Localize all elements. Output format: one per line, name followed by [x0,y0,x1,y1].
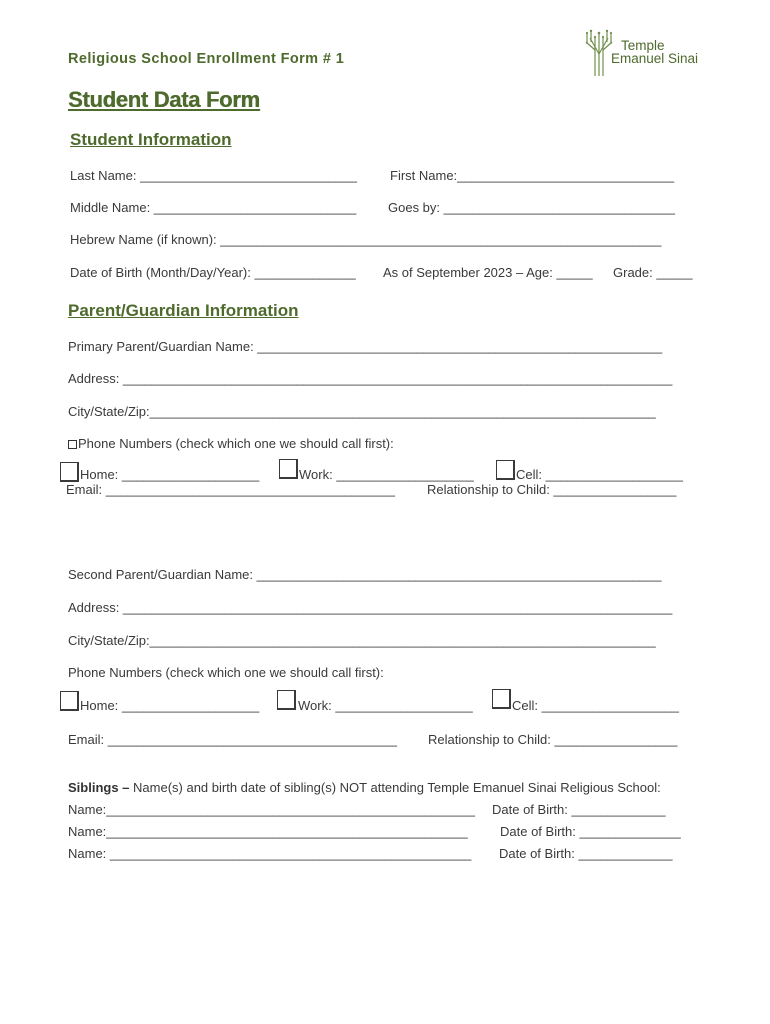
primary-city-state-zip-field: City/State/Zip:______________________________________________________________________ [68,404,656,419]
second-phone-heading: Phone Numbers (check which one we should call first): [68,665,384,680]
siblings-heading: Siblings – Name(s) and birth date of sibling(s) NOT attending Temple Emanuel Sinai Religious School: [68,780,661,795]
home-phone-field-2: Home: ___________________ [80,698,260,713]
middle-name-field: Middle Name: ____________________________ [70,200,357,215]
primary-relationship-field: Relationship to Child: _________________ [427,482,677,497]
cell-phone-checkbox[interactable] [496,460,515,480]
work-phone-checkbox[interactable] [279,459,298,479]
cell-phone-checkbox-2[interactable] [492,689,511,709]
goes-by-field: Goes by: ________________________________ [388,200,675,215]
logo-text-temple: Temple [621,38,665,53]
student-info-heading: Student Information [70,130,232,149]
primary-email-field: Email: ________________________________________ [66,482,395,497]
cell-phone-field-2: Cell: ___________________ [512,698,679,713]
sibling-name-field-3: Name: __________________________________________________ [68,846,472,861]
primary-phone-heading: Phone Numbers (check which one we should call first): [68,436,394,451]
work-phone-field: Work: ___________________ [299,467,474,482]
home-phone-checkbox-2[interactable] [60,691,79,711]
hebrew-name-field: Hebrew Name (if known): _____________________________________________________________ [70,232,662,247]
second-address-field: Address: ____________________________________________________________________________ [68,600,673,615]
temple-logo [583,28,699,78]
sibling-dob-field-3: Date of Birth: _____________ [499,846,673,861]
second-parent-name-field: Second Parent/Guardian Name: ________________________________________________________ [68,567,662,582]
home-phone-field: Home: ___________________ [80,467,260,482]
logo-text-emanuel-sinai: Emanuel Sinai [611,51,699,66]
sibling-dob-field-1: Date of Birth: _____________ [492,802,666,817]
page-title: Student Data Form [68,87,260,112]
primary-address-field: Address: ____________________________________________________________________________ [68,371,673,386]
last-name-field: Last Name: ______________________________ [70,168,357,183]
sibling-dob-field-2: Date of Birth: ______________ [500,824,681,839]
second-relationship-field: Relationship to Child: _________________ [428,732,678,747]
grade-field: Grade: _____ [613,265,693,280]
checkbox-icon [68,440,77,449]
sibling-name-field-1: Name:___________________________________________________ [68,802,476,817]
home-phone-checkbox[interactable] [60,462,79,482]
second-city-state-zip-field: City/State/Zip:______________________________________________________________________ [68,633,656,648]
sibling-name-field-2: Name:__________________________________________________ [68,824,468,839]
second-email-field: Email: ________________________________________ [68,732,397,747]
parent-info-heading: Parent/Guardian Information [68,301,299,320]
cell-phone-field: Cell: ___________________ [516,467,683,482]
work-phone-field-2: Work: ___________________ [298,698,473,713]
first-name-field: First Name:______________________________ [390,168,675,183]
age-field: As of September 2023 – Age: _____ [383,265,593,280]
form-number-label: Religious School Enrollment Form # 1 [68,51,345,67]
date-of-birth-field: Date of Birth (Month/Day/Year): ______________ [70,265,356,280]
work-phone-checkbox-2[interactable] [277,690,296,710]
primary-parent-name-field: Primary Parent/Guardian Name: ________________________________________________________ [68,339,663,354]
